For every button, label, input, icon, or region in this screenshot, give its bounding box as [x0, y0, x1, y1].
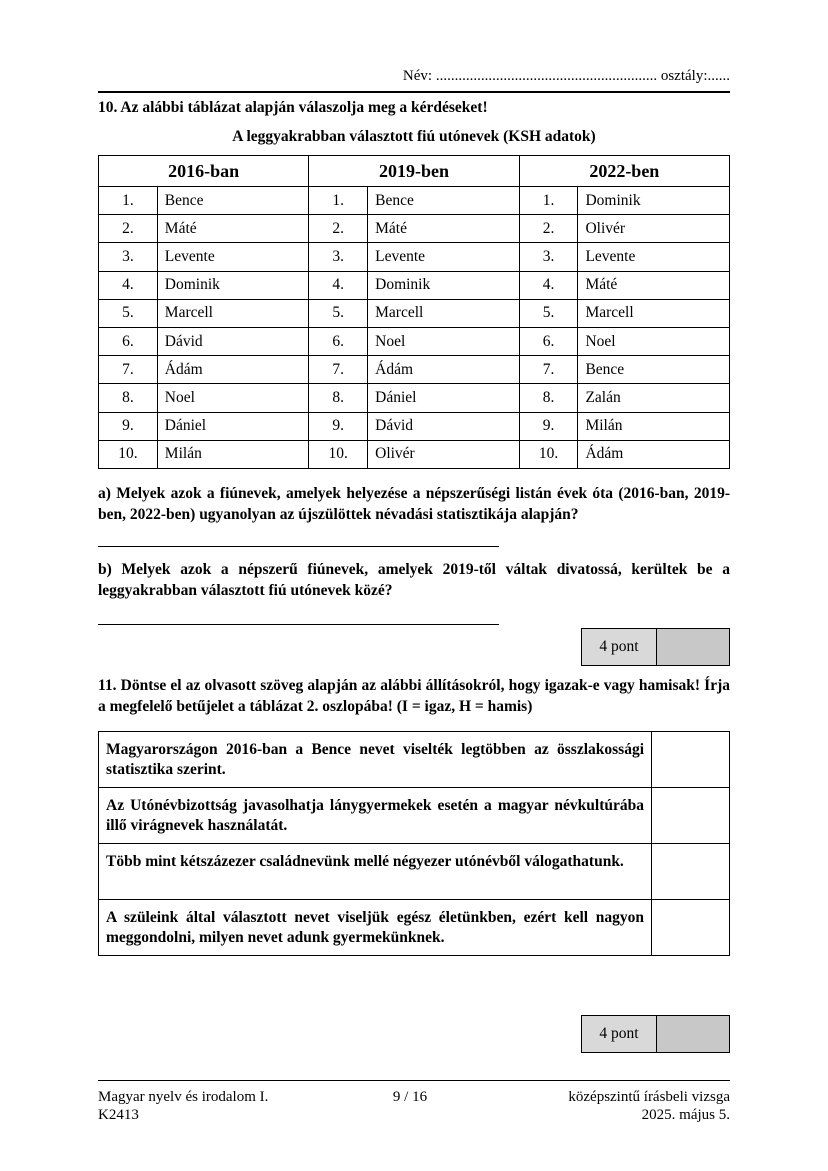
- name-cell: Milán: [578, 412, 730, 440]
- footer-code: K2413: [98, 1107, 139, 1123]
- rank-cell: 8.: [519, 384, 578, 412]
- table-row: [99, 384, 730, 412]
- answer-line-b[interactable]: [98, 624, 499, 625]
- statement-row: [99, 732, 730, 788]
- name-cell: Dominik: [578, 187, 730, 215]
- question-10a: a) Melyek azok a fiúnevek, amelyek helyezése a népszerűségi listán évek óta (2016-ban, 2019-ben, 2022-ben) ugyanolyan az újszülöttek névadási statisztikája alapján?: [98, 485, 730, 523]
- rank-cell: 1.: [519, 187, 578, 215]
- question-11-title: 11. Döntse el az olvasott szöveg alapján az alábbi állításokról, hogy igazak-e vagy hamisak! Írja a megfelelő betűjelet a táblázat 2. oszlopába! (I = igaz, H = hamis): [98, 677, 730, 715]
- statement-text: Magyarországon 2016-ban a Bence nevet viselték legtöbben az összlakossági statisztika szerint.: [99, 732, 652, 788]
- statement-text: A szüleink által választott nevet viseljük egész életünkben, ezért kell nagyon meggondolni, milyen nevet adunk gyermekünknek.: [99, 900, 652, 956]
- rank-cell: 5.: [99, 299, 158, 327]
- name-cell: Dávid: [368, 412, 520, 440]
- name-cell: Olivér: [368, 440, 520, 468]
- statement-row: [99, 788, 730, 844]
- statement-text: Az Utónévbizottság javasolhatja lánygyermekek esetén a magyar névkultúrába illő virágnevek használatát.: [99, 788, 652, 844]
- statement-text: Több mint kétszázezer családnevünk mellé négyezer utónévből válogathatunk.: [99, 844, 652, 900]
- name-cell: Levente: [157, 243, 309, 271]
- rank-cell: 1.: [309, 187, 368, 215]
- statement-row: [99, 900, 730, 956]
- rank-cell: 8.: [309, 384, 368, 412]
- rank-cell: 10.: [519, 440, 578, 468]
- rank-cell: 9.: [309, 412, 368, 440]
- names-table-header: [99, 156, 730, 187]
- footer-left: [98, 1088, 268, 1124]
- score-label: 4 pont: [582, 629, 657, 665]
- question-10b: b) Melyek azok a népszerű fiúnevek, amelyek 2019-től váltak divatossá, kerültek be a leggyakrabban választott fiú utónevek közé?: [98, 561, 730, 599]
- answer-cell[interactable]: [652, 788, 730, 844]
- column-header-2019: 2019-ben: [309, 156, 519, 187]
- names-table-body: [99, 187, 730, 469]
- page-number: 9 / 16: [392, 1089, 428, 1105]
- name-cell: Ádám: [157, 356, 309, 384]
- name-cell: Bence: [368, 187, 520, 215]
- rank-cell: 3.: [99, 243, 158, 271]
- name-class-field: Név: ........................................................... osztály:......: [402, 68, 730, 84]
- rank-cell: 3.: [519, 243, 578, 271]
- name-cell: Marcell: [578, 299, 730, 327]
- rank-cell: 9.: [519, 412, 578, 440]
- answer-cell[interactable]: [652, 900, 730, 956]
- name-cell: Milán: [157, 440, 309, 468]
- footer-right: [480, 1088, 730, 1124]
- rank-cell: 7.: [519, 356, 578, 384]
- name-cell: Dominik: [157, 271, 309, 299]
- footer-exam: középszintű írásbeli vizsga: [568, 1089, 730, 1105]
- name-cell: Marcell: [368, 299, 520, 327]
- rank-cell: 4.: [99, 271, 158, 299]
- name-cell: Dominik: [368, 271, 520, 299]
- answer-cell[interactable]: [652, 732, 730, 788]
- footer-divider: [98, 1080, 730, 1081]
- table-row: [99, 215, 730, 243]
- name-cell: Máté: [578, 271, 730, 299]
- name-cell: Bence: [578, 356, 730, 384]
- rank-cell: 3.: [309, 243, 368, 271]
- rank-cell: 8.: [99, 384, 158, 412]
- name-cell: Ádám: [578, 440, 730, 468]
- name-cell: Ádám: [368, 356, 520, 384]
- rank-cell: 9.: [99, 412, 158, 440]
- name-cell: Olivér: [578, 215, 730, 243]
- name-cell: Máté: [368, 215, 520, 243]
- score-entry-field[interactable]: [657, 1016, 729, 1052]
- score-label: 4 pont: [582, 1016, 657, 1052]
- true-false-table-body: [99, 732, 730, 956]
- rank-cell: 1.: [99, 187, 158, 215]
- name-cell: Marcell: [157, 299, 309, 327]
- table-row: [99, 187, 730, 215]
- table-row: [99, 327, 730, 355]
- score-entry-field[interactable]: [657, 629, 729, 665]
- column-header-2016: 2016-ban: [99, 156, 309, 187]
- header-divider: [98, 91, 730, 93]
- rank-cell: 2.: [309, 215, 368, 243]
- table-row: [99, 271, 730, 299]
- footer-subject: Magyar nyelv és irodalom I.: [98, 1089, 269, 1105]
- table-row: [99, 440, 730, 468]
- rank-cell: 7.: [99, 356, 158, 384]
- footer-date: 2025. május 5.: [641, 1107, 730, 1123]
- score-box-q11: [581, 1015, 730, 1053]
- names-table: [98, 155, 730, 469]
- name-cell: Máté: [157, 215, 309, 243]
- name-cell: Noel: [157, 384, 309, 412]
- rank-cell: 10.: [309, 440, 368, 468]
- rank-cell: 2.: [519, 215, 578, 243]
- rank-cell: 7.: [309, 356, 368, 384]
- table-caption: A leggyakrabban választott fiú utónevek (KSH adatok): [232, 128, 596, 145]
- table-row: [99, 243, 730, 271]
- rank-cell: 5.: [309, 299, 368, 327]
- statement-row: [99, 844, 730, 900]
- column-header-2022: 2022-ben: [519, 156, 729, 187]
- true-false-table: [98, 731, 730, 956]
- table-row: [99, 412, 730, 440]
- score-box-q10: [581, 628, 730, 666]
- name-cell: Bence: [157, 187, 309, 215]
- rank-cell: 6.: [519, 327, 578, 355]
- name-cell: Dániel: [368, 384, 520, 412]
- rank-cell: 6.: [309, 327, 368, 355]
- rank-cell: 4.: [519, 271, 578, 299]
- table-row: [99, 356, 730, 384]
- name-cell: Dávid: [157, 327, 309, 355]
- table-row: [99, 299, 730, 327]
- rank-cell: 10.: [99, 440, 158, 468]
- name-cell: Dániel: [157, 412, 309, 440]
- answer-cell[interactable]: [652, 844, 730, 900]
- rank-cell: 4.: [309, 271, 368, 299]
- rank-cell: 6.: [99, 327, 158, 355]
- rank-cell: 5.: [519, 299, 578, 327]
- question-10-title: 10. Az alábbi táblázat alapján válaszolja meg a kérdéseket!: [98, 99, 488, 116]
- name-cell: Noel: [578, 327, 730, 355]
- answer-line-a[interactable]: [98, 546, 499, 547]
- rank-cell: 2.: [99, 215, 158, 243]
- name-cell: Levente: [368, 243, 520, 271]
- name-cell: Zalán: [578, 384, 730, 412]
- name-cell: Levente: [578, 243, 730, 271]
- name-cell: Noel: [368, 327, 520, 355]
